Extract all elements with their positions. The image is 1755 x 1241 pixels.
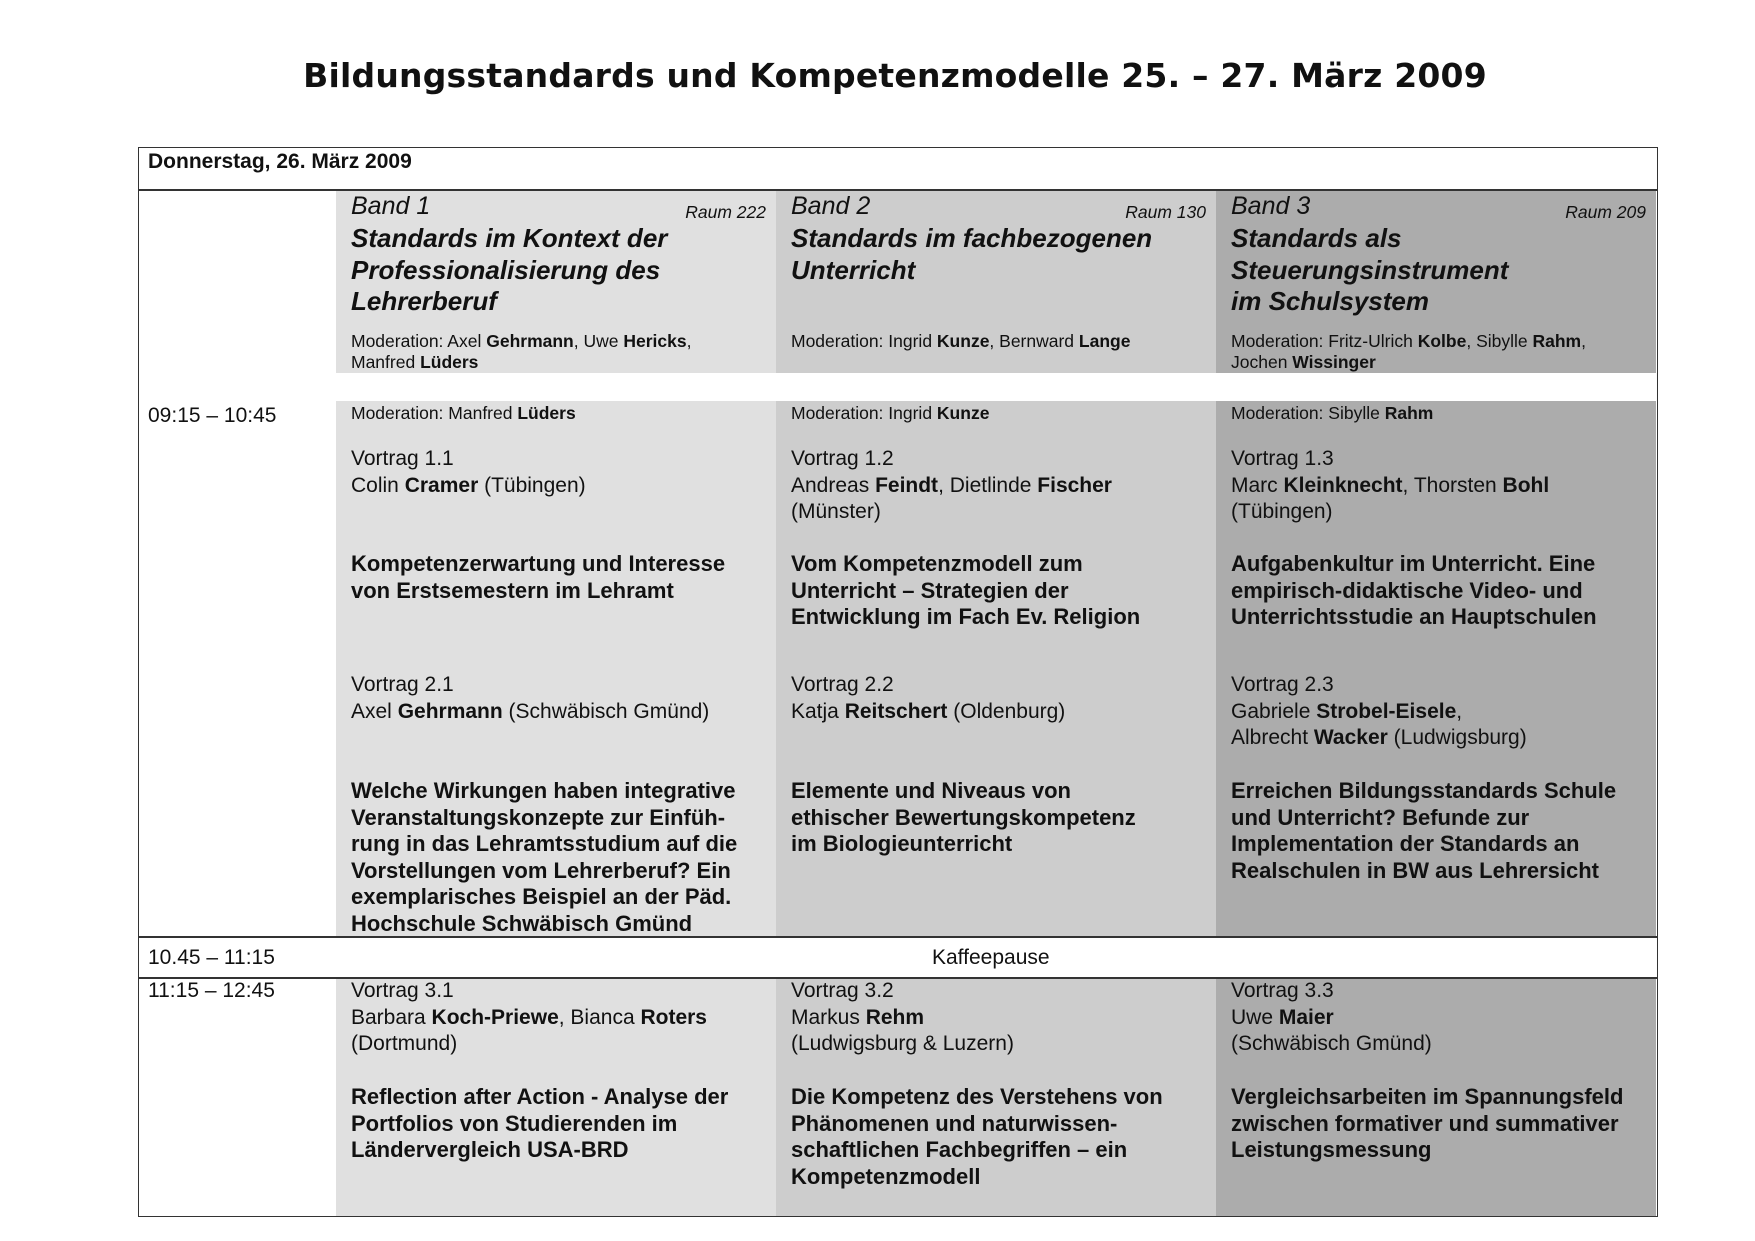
name-bold: Kunze xyxy=(936,403,990,423)
text-run: Moderation: Axel xyxy=(351,331,487,351)
talk-label: Vortrag 3.1 xyxy=(351,979,454,1002)
name-bold: Hericks xyxy=(623,331,687,351)
text-run: (Tübingen) xyxy=(1231,500,1333,523)
text-run: , Bernward xyxy=(989,331,1079,351)
name-bold: Strobel-Eisele xyxy=(1316,699,1457,723)
name-bold: Kolbe xyxy=(1417,331,1467,351)
name-bold: Maier xyxy=(1278,1005,1334,1029)
talk-title-line: Die Kompetenz des Verstehens von xyxy=(791,1084,1163,1109)
talk-title-line: im Biologieunterricht xyxy=(791,831,1013,856)
text-run: (Oldenburg) xyxy=(947,699,1066,723)
text-run: Uwe xyxy=(1231,1005,1279,1029)
talk-title-line: schaftlichen Fachbegriffen – ein xyxy=(791,1137,1128,1162)
break-label: Kaffeepause xyxy=(932,946,1050,969)
session1-time: 09:15 – 10:45 xyxy=(148,404,277,427)
text-run: Manfred xyxy=(351,352,421,372)
talk-title-line: Leistungsmessung xyxy=(1231,1137,1432,1162)
talk-speaker xyxy=(351,1005,707,1032)
talk-title-line: Phänomenen und naturwissen- xyxy=(791,1110,1118,1136)
talk-title-line: Kompetenzmodell xyxy=(791,1163,981,1189)
band-1-moderation xyxy=(351,352,478,373)
talk-title-line: zwischen formativer und summativer xyxy=(1231,1110,1619,1136)
talk-label: Vortrag 1.1 xyxy=(351,447,454,470)
name-bold: Rahm xyxy=(1532,331,1582,351)
talk-speaker xyxy=(351,699,709,726)
text-run: Moderation: Manfred xyxy=(351,403,518,423)
talk-label: Vortrag 3.3 xyxy=(1231,979,1334,1002)
talk-title-line: Unterrichtsstudie an Hauptschulen xyxy=(1231,604,1597,629)
talk-title-line: von Erstsemestern im Lehramt xyxy=(351,577,674,603)
talk-speaker xyxy=(791,499,881,526)
text-run: (Tübingen) xyxy=(478,473,586,497)
name-bold: Wacker xyxy=(1313,726,1388,749)
session1-moderation-1 xyxy=(351,403,576,424)
text-run: (Münster) xyxy=(791,500,881,523)
band-1-title-line: Standards im Kontext der xyxy=(351,223,668,253)
talk-speaker xyxy=(1231,1031,1432,1058)
talk-label: Vortrag 2.3 xyxy=(1231,673,1334,696)
talk-label: Vortrag 2.2 xyxy=(791,673,894,696)
text-run: (Schwäbisch Gmünd) xyxy=(1231,1032,1432,1055)
name-bold: Feindt xyxy=(875,473,939,497)
name-bold: Kunze xyxy=(936,331,990,351)
session2-time: 11:15 – 12:45 xyxy=(148,979,275,1002)
band-3-room: Raum 209 xyxy=(1565,202,1646,222)
talk-title-line: und Unterricht? Befunde zur xyxy=(1231,804,1530,830)
talk-title-line: Vorstellungen vom Lehrerberuf? Ein xyxy=(351,857,731,883)
band-1-room: Raum 222 xyxy=(685,202,766,222)
name-bold: Lüders xyxy=(420,352,479,372)
text-run: (Ludwigsburg & Luzern) xyxy=(791,1032,1014,1055)
talk-speaker xyxy=(1231,725,1527,752)
text-run: , xyxy=(686,331,692,351)
text-run: Moderation: Ingrid xyxy=(791,403,937,423)
day-label: Donnerstag, 26. März 2009 xyxy=(148,150,412,173)
text-run: (Schwäbisch Gmünd) xyxy=(502,699,710,723)
talk-title-line: Portfolios von Studierenden im xyxy=(351,1110,678,1136)
text-run: Marc xyxy=(1231,473,1284,497)
talk-speaker xyxy=(791,699,1065,726)
text-run: Moderation: Ingrid xyxy=(791,331,937,351)
talk-title-line: rung in das Lehramtsstudium auf die xyxy=(351,831,738,856)
name-bold: Cramer xyxy=(404,473,479,497)
band-1-title-line: Lehrerberuf xyxy=(351,286,497,316)
talk-title-line: Aufgabenkultur im Unterricht. Eine xyxy=(1231,551,1596,576)
talk-title-line: Entwicklung im Fach Ev. Religion xyxy=(791,604,1141,629)
band-1-title-line: Professionalisierung des xyxy=(351,254,661,285)
text-run: , Uwe xyxy=(573,331,624,351)
band-2-title-line: Unterricht xyxy=(791,254,916,285)
name-bold: Koch-Priewe xyxy=(431,1005,559,1029)
text-run: , Sibylle xyxy=(1466,331,1533,351)
name-bold: Roters xyxy=(640,1005,707,1029)
text-run: Andreas xyxy=(791,473,876,497)
talk-speaker xyxy=(1231,1005,1334,1032)
talk-speaker xyxy=(791,1005,924,1032)
name-bold: Rahm xyxy=(1384,403,1434,423)
session1-moderation-3 xyxy=(1231,403,1433,424)
name-bold: Wissinger xyxy=(1292,352,1376,372)
name-bold: Gehrmann xyxy=(397,699,503,723)
band-1-label: Band 1 xyxy=(351,192,431,220)
band-3-title-line: Standards als xyxy=(1231,223,1402,253)
name-bold: Rehm xyxy=(865,1005,925,1029)
name-bold: Lüders xyxy=(517,403,576,423)
name-bold: Kleinknecht xyxy=(1283,473,1403,497)
band-2-title-line: Standards im fachbezogenen xyxy=(791,223,1153,253)
talk-speaker xyxy=(351,1031,457,1058)
talk-speaker xyxy=(1231,699,1462,726)
talk-title-line: Erreichen Bildungsstandards Schule xyxy=(1231,778,1617,803)
document-title: Bildungsstandards und Kompetenzmodelle 25. – 27. März 2009 xyxy=(303,56,1487,95)
text-run: Albrecht xyxy=(1231,726,1314,749)
text-run: (Ludwigsburg) xyxy=(1387,726,1527,749)
band-2-room: Raum 130 xyxy=(1125,202,1206,222)
name-bold: Bohl xyxy=(1502,473,1550,497)
text-run: , xyxy=(1456,699,1463,723)
text-run: , Thorsten xyxy=(1402,473,1503,497)
talk-speaker xyxy=(791,1031,1014,1058)
name-bold: Reitschert xyxy=(844,699,948,723)
talk-title-line: Unterricht – Strategien der xyxy=(791,577,1069,603)
band-3-title-line: im Schulsystem xyxy=(1231,286,1429,316)
talk-title-line: Hochschule Schwäbisch Gmünd xyxy=(351,910,693,936)
band-3-moderation xyxy=(1231,352,1376,373)
talk-title-line: Vergleichsarbeiten im Spannungsfeld xyxy=(1231,1084,1624,1109)
band-2-label: Band 2 xyxy=(791,192,871,220)
text-run: , Bianca xyxy=(558,1005,641,1029)
text-run: Axel xyxy=(351,699,398,723)
text-run: Colin xyxy=(351,473,405,497)
text-run: Moderation: Sibylle xyxy=(1231,403,1385,423)
text-run: Jochen xyxy=(1231,352,1293,372)
text-run: , xyxy=(1581,331,1586,351)
talk-title-line: Reflection after Action - Analyse der xyxy=(351,1084,729,1109)
talk-title-line: ethischer Bewertungskompetenz xyxy=(791,804,1136,830)
talk-title-line: Veranstaltungskonzepte zur Einfüh- xyxy=(351,804,726,830)
talk-speaker xyxy=(1231,473,1549,500)
text-run: Markus xyxy=(791,1005,866,1029)
talk-speaker xyxy=(791,473,1112,500)
divider-day xyxy=(138,189,1658,191)
talk-title-line: Realschulen in BW aus Lehrersicht xyxy=(1231,857,1599,883)
talk-title-line: Ländervergleich USA-BRD xyxy=(351,1137,629,1162)
talk-speaker xyxy=(1231,499,1333,526)
talk-label: Vortrag 2.1 xyxy=(351,673,454,696)
session1-moderation-2 xyxy=(791,403,989,424)
talk-title-line: Elemente und Niveaus von xyxy=(791,778,1071,803)
name-bold: Lange xyxy=(1078,331,1131,351)
text-run: Moderation: Fritz-Ulrich xyxy=(1231,331,1418,351)
talk-title-line: Kompetenzerwartung und Interesse xyxy=(351,551,726,576)
break-time: 10.45 – 11:15 xyxy=(148,946,275,969)
talk-title-line: Implementation der Standards an xyxy=(1231,831,1580,856)
talk-title-line: Welche Wirkungen haben integrative xyxy=(351,778,736,803)
talk-speaker xyxy=(351,473,586,500)
talk-label: Vortrag 1.3 xyxy=(1231,447,1334,470)
talk-title-line: exemplarisches Beispiel an der Päd. xyxy=(351,884,732,909)
talk-title-line: empirisch-didaktische Video- und xyxy=(1231,577,1583,603)
talk-label: Vortrag 1.2 xyxy=(791,447,894,470)
name-bold: Gehrmann xyxy=(486,331,574,351)
text-run: Barbara xyxy=(351,1005,432,1029)
name-bold: Fischer xyxy=(1037,473,1112,497)
text-run: Katja xyxy=(791,699,845,723)
band-3-title-line: Steuerungsinstrument xyxy=(1231,254,1509,285)
band-3-label: Band 3 xyxy=(1231,192,1311,220)
talk-title-line: Vom Kompetenzmodell zum xyxy=(791,551,1083,576)
band-3-moderation xyxy=(1231,331,1586,352)
talk-label: Vortrag 3.2 xyxy=(791,979,894,1002)
text-run: , Dietlinde xyxy=(938,473,1038,497)
text-run: (Dortmund) xyxy=(351,1032,458,1055)
text-run: Gabriele xyxy=(1231,699,1317,723)
band-2-moderation xyxy=(791,331,1130,352)
band-1-moderation xyxy=(351,331,691,352)
